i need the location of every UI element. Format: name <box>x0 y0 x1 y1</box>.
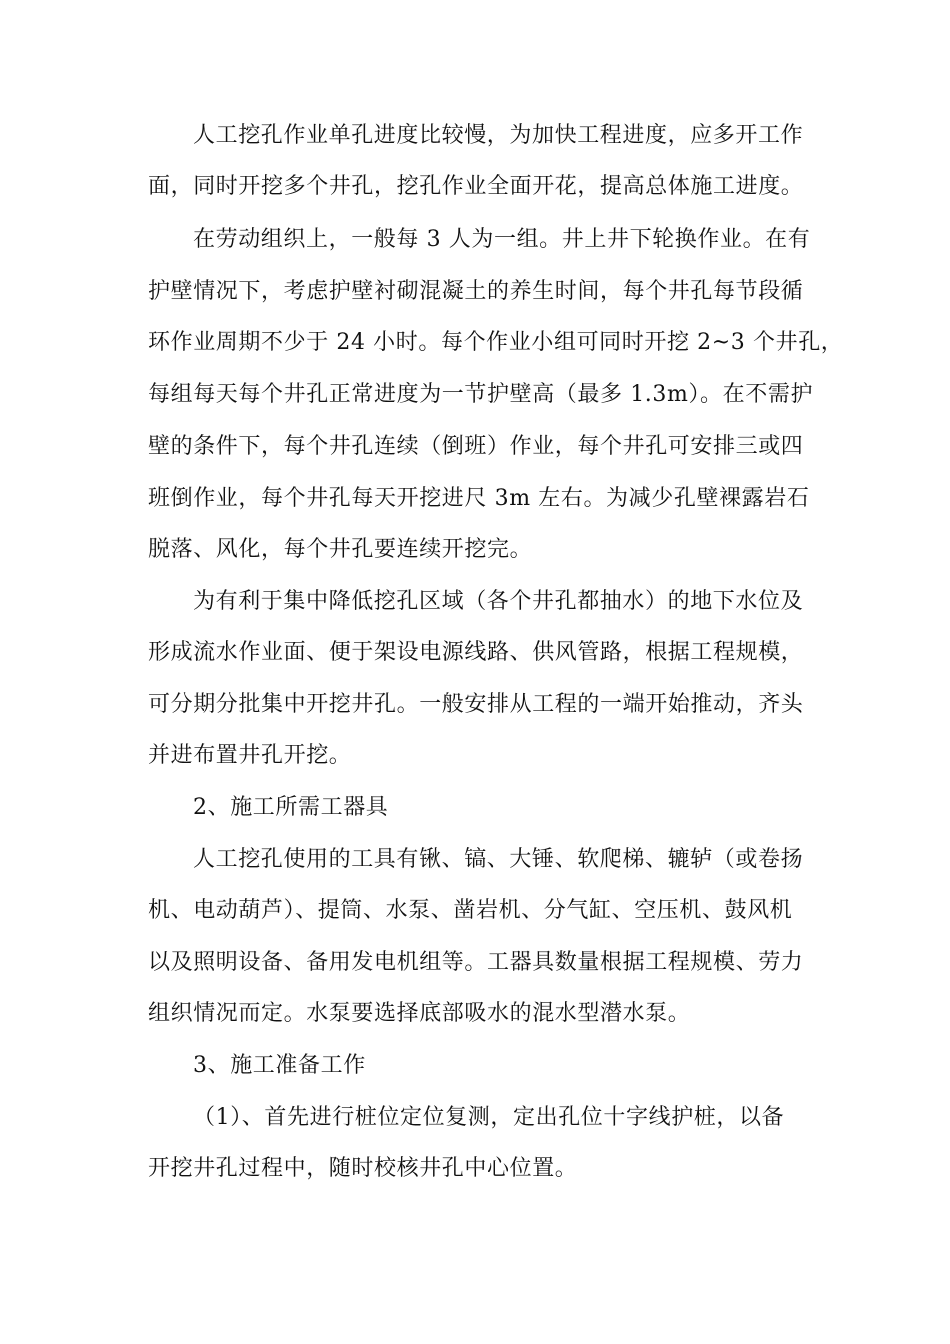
text-line: 面，同时开挖多个井孔，挖孔作业全面开花，提高总体施工进度。 <box>148 174 804 199</box>
text-line: 组织情况而定。水泵要选择底部吸水的混水型潜水泵。 <box>148 1001 691 1026</box>
text-line: 机、电动葫芦）、提筒、水泵、凿岩机、分气缸、空压机、鼓风机 <box>148 898 793 923</box>
text-line: 形成流水作业面、便于架设电源线路、供风管路，根据工程规模， <box>148 640 804 665</box>
text-line: 每组每天每个井孔正常进度为一节护壁高（最多 1.3m）。在不需护 <box>148 382 814 407</box>
text-line: 并进布置井孔开挖。 <box>148 743 352 768</box>
text-line: （1）、首先进行桩位定位复测，定出孔位十字线护桩，以备 <box>193 1105 785 1130</box>
text-line: 壁的条件下，每个井孔连续（倒班）作业，每个井孔可安排三或四 <box>148 434 804 459</box>
text-line: 开挖井孔过程中，随时校核井孔中心位置。 <box>148 1156 578 1181</box>
section-heading: 2、施工所需工器具 <box>193 795 389 820</box>
text-line: 在劳动组织上，一般每 3 人为一组。井上井下轮换作业。在有 <box>193 227 811 252</box>
text-line: 为有利于集中降低挖孔区域（各个井孔都抽水）的地下水位及 <box>193 589 804 614</box>
text-line: 可分期分批集中开挖井孔。一般安排从工程的一端开始推动，齐头 <box>148 692 804 717</box>
text-line: 环作业周期不少于 24 小时。每个作业小组可同时开挖 2~3 个井孔， <box>148 330 844 355</box>
text-line: 班倒作业，每个井孔每天开挖进尺 3m 左右。为减少孔壁裸露岩石 <box>148 486 810 511</box>
text-line: 护壁情况下，考虑护壁衬砌混凝土的养生时间，每个井孔每节段循 <box>148 279 804 304</box>
text-line: 人工挖孔使用的工具有锹、镐、大锤、软爬梯、辘轳（或卷扬 <box>193 847 804 872</box>
text-line: 以及照明设备、备用发电机组等。工器具数量根据工程规模、劳力 <box>148 950 804 975</box>
text-line: 脱落、风化，每个井孔要连续开挖完。 <box>148 537 533 562</box>
section-heading: 3、施工准备工作 <box>193 1053 366 1078</box>
text-line: 人工挖孔作业单孔进度比较慢，为加快工程进度，应多开工作 <box>193 123 804 148</box>
